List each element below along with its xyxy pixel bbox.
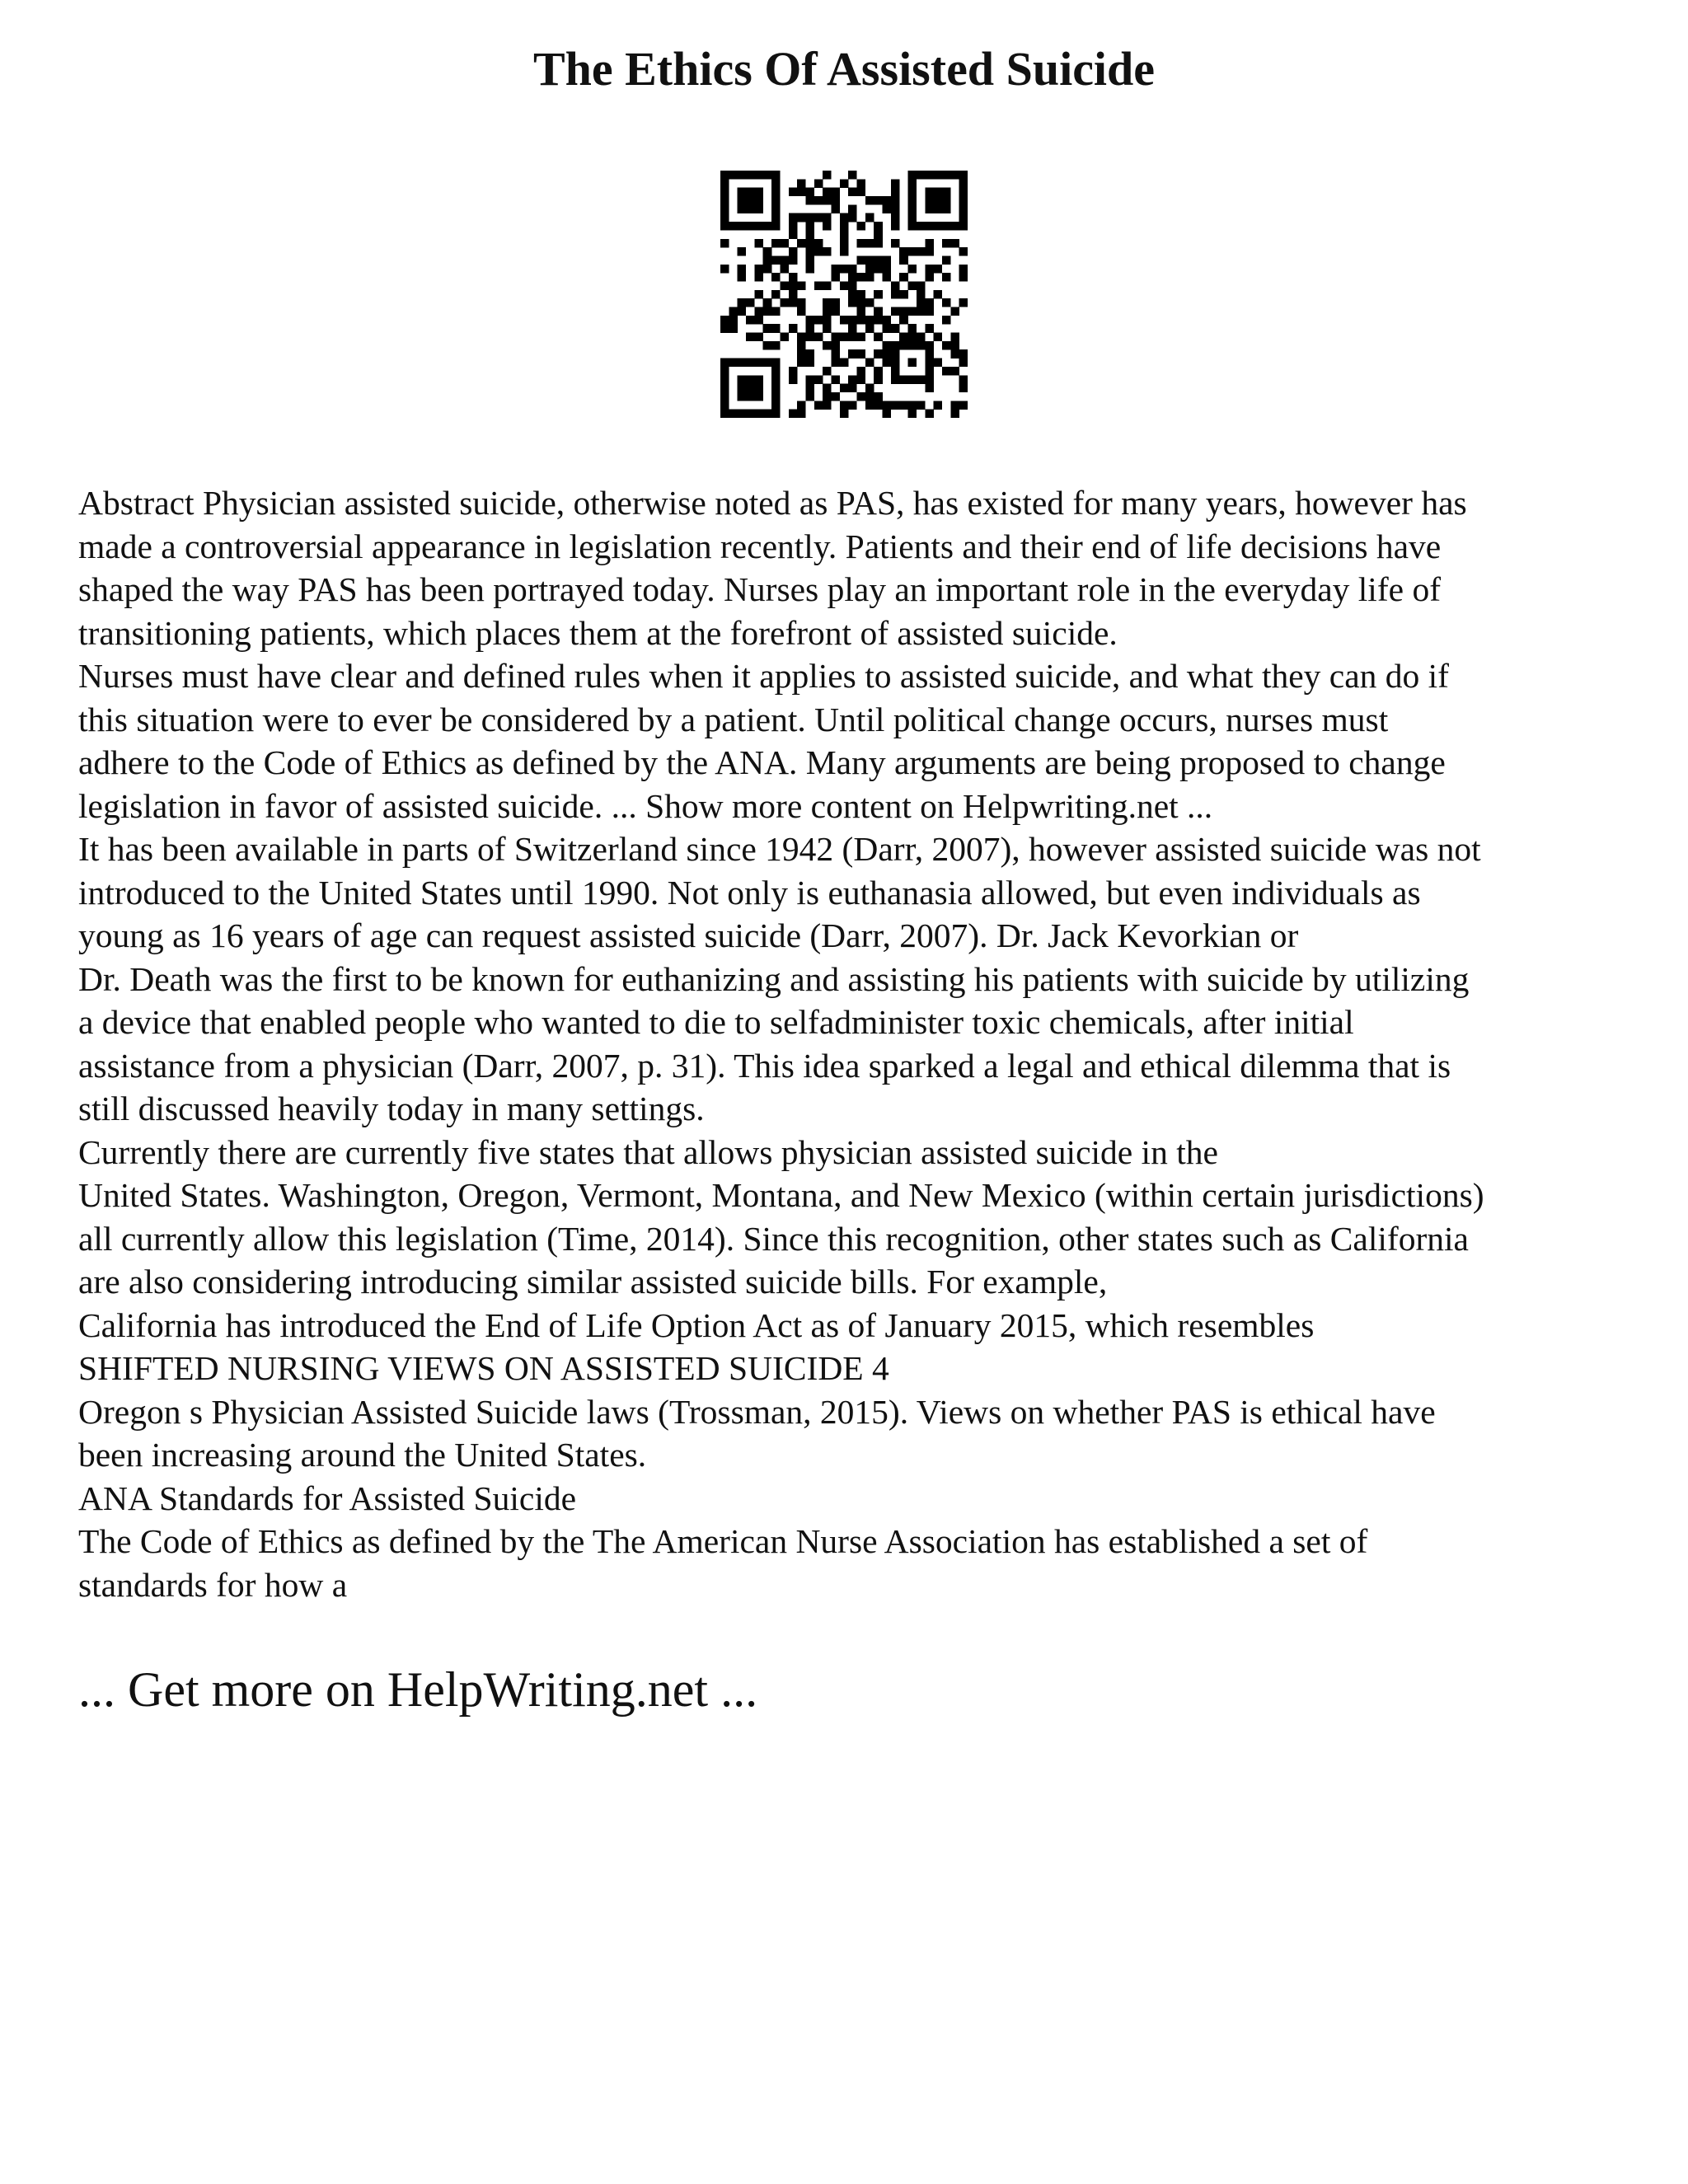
text-line: The Code of Ethics as defined by the The American Nurse Association has established a set of [78, 1522, 1368, 1560]
text-line: California has introduced the End of Life Option Act as of January 2015, which resembles [78, 1305, 1315, 1344]
document-title: The Ethics Of Assisted Suicide [532, 42, 1156, 96]
text-line: introduced to the United States until 1990. Not only is euthanasia allowed, but even individuals as [78, 873, 1421, 912]
text-line: ANA Standards for Assisted Suicide [78, 1479, 577, 1517]
text-line: It has been available in parts of Switzerland since 1942 (Darr, 2007), however assisted suicide was not [78, 830, 1481, 868]
qr-code-icon[interactable] [720, 171, 968, 418]
text-line: shaped the way PAS has been portrayed today. Nurses play an important role in the everyday life of [78, 570, 1442, 608]
text-line: a device that enabled people who wanted to die to selfadminister toxic chemicals, after initial [78, 1003, 1354, 1041]
text-line: Dr. Death was the first to be known for euthanizing and assisting his patients with suicide by utilizing [78, 959, 1470, 998]
text-line: been increasing around the United States. [78, 1436, 647, 1474]
get-more-link[interactable]: ... Get more on HelpWriting.net ... [78, 1662, 758, 1717]
text-line: Oregon s Physician Assisted Suicide laws (Trossman, 2015). Views on whether PAS is ethical have [78, 1392, 1436, 1431]
body-text [78, 481, 1628, 1606]
text-line: made a controversial appearance in legislation recently. Patients and their end of life decisions have [78, 527, 1442, 565]
text-line: Abstract Physician assisted suicide, otherwise noted as PAS, has existed for many years, however has [78, 484, 1467, 522]
text-line: United States. Washington, Oregon, Vermont, Montana, and New Mexico (within certain jurisdictions) [78, 1176, 1484, 1214]
text-line: adhere to the Code of Ethics as defined by the ANA. Many arguments are being proposed to change [78, 743, 1446, 781]
text-line: all currently allow this legislation (Time, 2014). Since this recognition, other states such as California [78, 1219, 1469, 1258]
text-line: assistance from a physician (Darr, 2007, p. 31). This idea sparked a legal and ethical dilemma that is [78, 1046, 1451, 1085]
text-line: Nurses must have clear and defined rules when it applies to assisted suicide, and what they can do if [78, 657, 1449, 695]
text-line: this situation were to ever be considered by a patient. Until political change occurs, nurses must [78, 700, 1389, 738]
text-line: are also considering introducing similar assisted suicide bills. For example, [78, 1263, 1108, 1301]
text-line: Currently there are currently five states that allows physician assisted suicide in the [78, 1132, 1218, 1171]
text-line: still discussed heavily today in many settings. [78, 1090, 705, 1127]
text-line: young as 16 years of age can request assisted suicide (Darr, 2007). Dr. Jack Kevorkian or [78, 916, 1299, 954]
text-line: transitioning patients, which places them at the forefront of assisted suicide. [78, 613, 1118, 652]
text-line: SHIFTED NURSING VIEWS ON ASSISTED SUICIDE 4 [78, 1349, 889, 1387]
text-line: legislation in favor of assisted suicide. ... Show more content on Helpwriting.net ... [78, 786, 1213, 825]
text-line: standards for how a [78, 1565, 348, 1604]
